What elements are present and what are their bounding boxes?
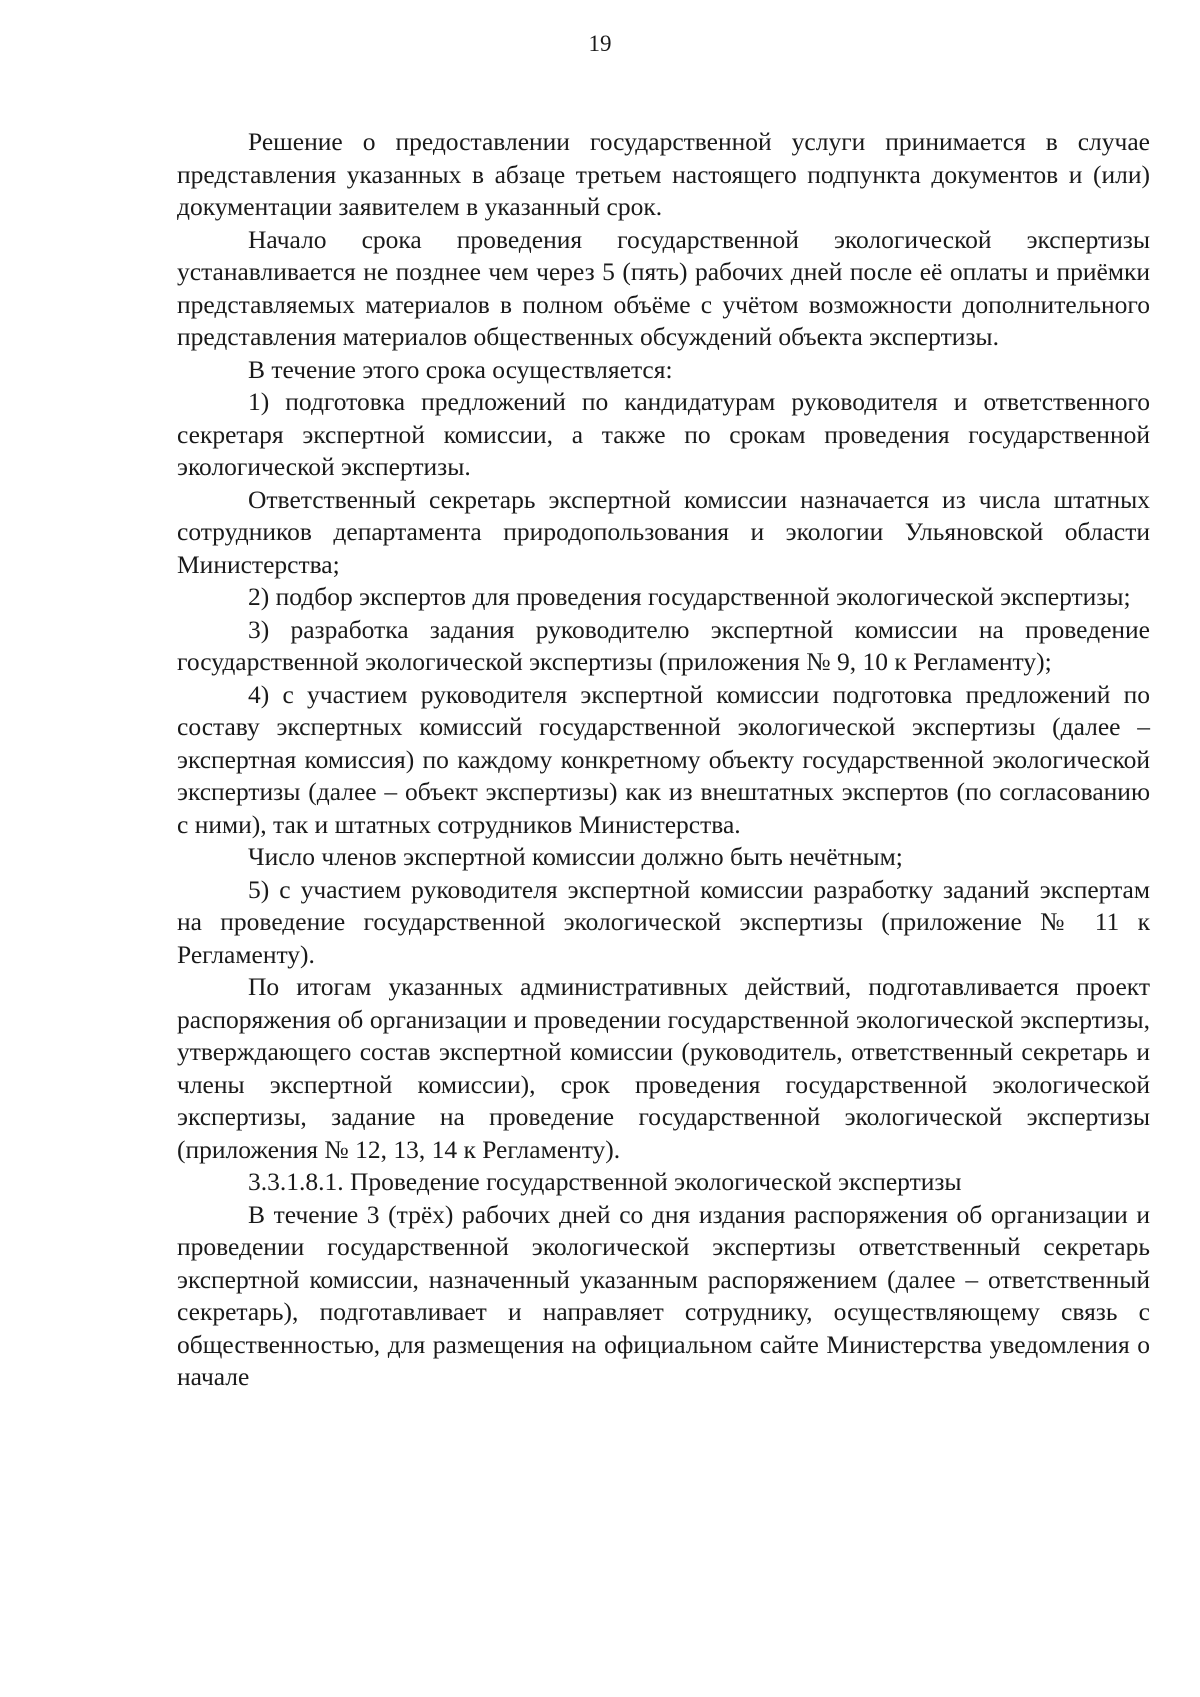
section-heading: 3.3.1.8.1. Проведение государственной экологической экспертизы — [248, 1167, 962, 1196]
list-item-paragraph: 3) разработка задания руководителю экспертной комиссии на проведение государственной экологической экспертизы (приложения № 9, 10 к Регламенту); — [177, 614, 1150, 676]
paragraph: В течение этого срока осуществляется: — [248, 354, 673, 384]
list-item-paragraph: 5) с участием руководителя экспертной комиссии разработку заданий экспертам на проведение государственной экологической экспертизы (приложение № 11 к Регламенту). — [177, 874, 1150, 969]
paragraph: Число членов экспертной комиссии должно быть нечётным; — [248, 842, 903, 871]
paragraph: По итогам указанных административных действий, подготавливается проект распоряжения об организации и проведении государственной экологической экспертизы, утверждающего состав экспертной комиссии (руководитель, ответственный секретарь и члены экспертной комиссии), срок проведения государственной экологической экспертизы, задание на проведение государственной экологической экспертизы (приложения № 12, 13, 14 к Регламенту). — [177, 972, 1150, 1164]
document-body — [177, 126, 1150, 1394]
list-item-paragraph: 2) подбор экспертов для проведения государственной экологической экспертизы; — [248, 582, 1131, 611]
list-item-paragraph: 1) подготовка предложений по кандидатурам руководителя и ответственного секретаря экспертной комиссии, а также по срокам проведения государственной экологической экспертизы. — [177, 387, 1150, 481]
page-number: 19 — [588, 31, 612, 56]
paragraph: В течение 3 (трёх) рабочих дней со дня издания распоряжения об организации и проведении государственной экологической экспертизы ответственный секретарь экспертной комиссии, назначенный указанным распоряжением (далее – ответственный секретарь), подготавливает и направляет сотруднику, осуществляющему связь с общественностью, для размещения на официальном сайте Министерства уведомления о начале — [177, 1199, 1150, 1391]
paragraph: Начало срока проведения государственной экологической экспертизы устанавливается не позднее чем через 5 (пять) рабочих дней после её оплаты и приёмки представляемых материалов в полном объёме с учётом возможности дополнительного представления материалов общественных обсуждений объекта экспертизы. — [177, 224, 1150, 351]
paragraph: Ответственный секретарь экспертной комиссии назначается из числа штатных сотрудников департамента природопользования и экологии Ульяновской области Министерства; — [177, 484, 1150, 579]
paragraph: Решение о предоставлении государственной услуги принимается в случае представления указанных в абзаце третьем настоящего подпункта документов и (или) документации заявителем в указанный срок. — [177, 127, 1150, 221]
list-item-paragraph: 4) с участием руководителя экспертной комиссии подготовка предложений по составу экспертных комиссий государственной экологической экспертизы (далее – экспертная комиссия) по каждому конкретному объекту государственной экологической экспертизы (далее – объект экспертизы) как из внештатных экспертов (по согласованию с ними), так и штатных сотрудников Министерства. — [177, 679, 1150, 839]
